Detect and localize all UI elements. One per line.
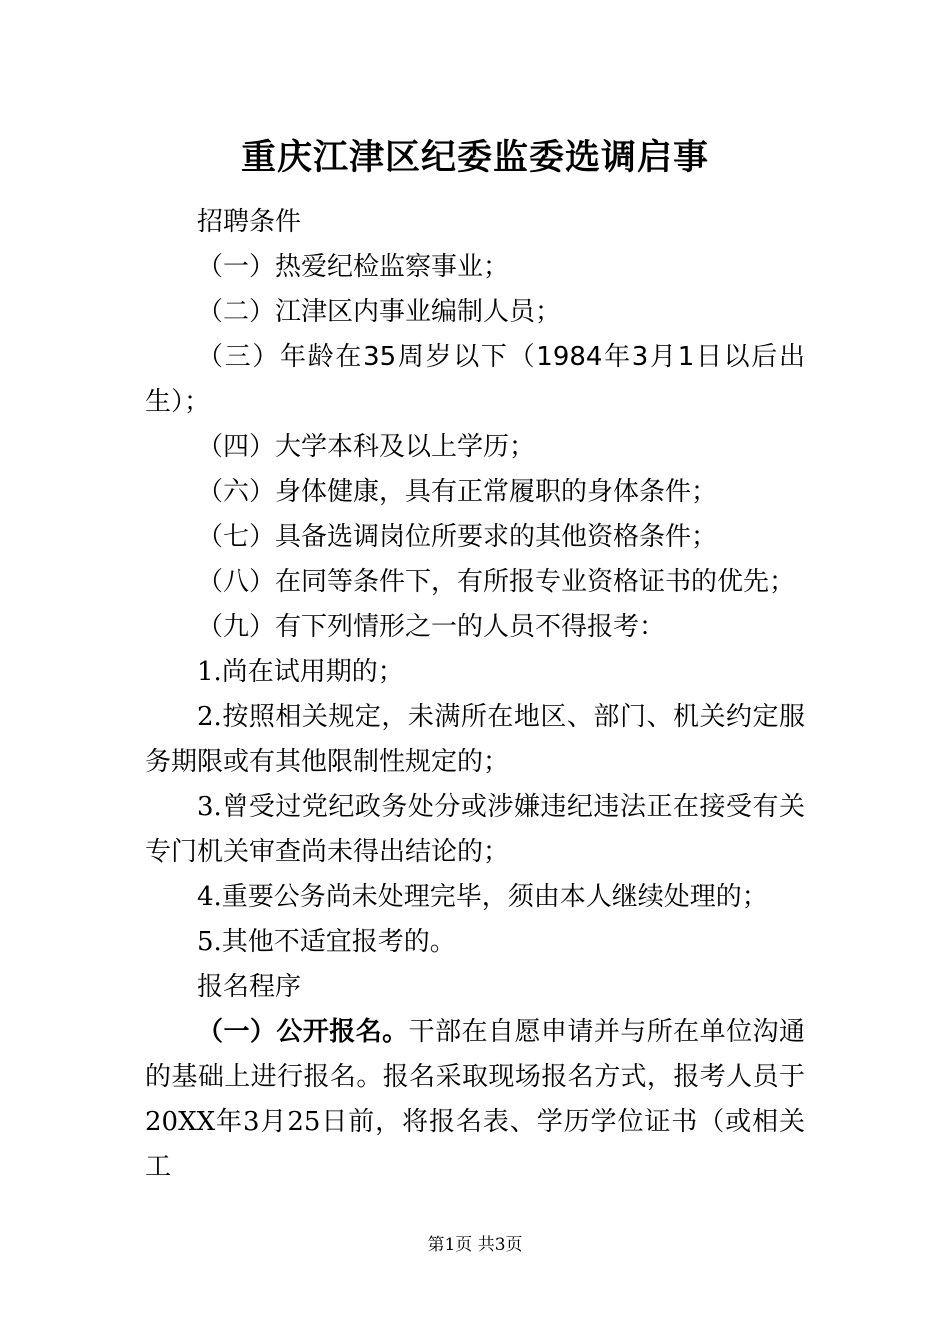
exclusion-item: 2.按照相关规定，未满所在地区、部门、机关约定服务期限或有其他限制性规定的；	[145, 702, 805, 777]
procedure-step-text: 干部在自愿申请并与所在单位沟通的基础上进行报名。报名采取现场报名方式，报考人员于20XX年3月25日前，将报名表、学历学位证书（或相关工	[145, 1017, 805, 1182]
procedure-step-label: （一）公开报名。	[197, 1017, 409, 1047]
exclusion-item: 1.尚在试用期的；	[197, 657, 404, 687]
condition-item: （八）在同等条件下，有所报专业资格证书的优先；	[197, 567, 796, 597]
exclusion-item: 4.重要公务尚未处理完毕，须由本人继续处理的；	[197, 882, 768, 912]
page-footer: 第1页 共3页	[427, 1235, 523, 1255]
document-body	[145, 200, 805, 1190]
exclusion-item: 5.其他不适宜报考的。	[197, 927, 456, 957]
condition-item: （四）大学本科及以上学历；	[197, 432, 536, 462]
section-heading-procedure: 报名程序	[197, 972, 302, 1002]
section-heading-conditions: 招聘条件	[197, 207, 302, 237]
condition-item: （九）有下列情形之一的人员不得报考：	[197, 612, 666, 642]
document-title: 重庆江津区纪委监委选调启事	[240, 137, 709, 178]
condition-item: （一）热爱纪检监察事业；	[197, 252, 510, 282]
condition-item: （二）江津区内事业编制人员；	[197, 297, 562, 327]
condition-item: （七）具备选调岗位所要求的其他资格条件；	[197, 522, 718, 552]
condition-item: （六）身体健康，具有正常履职的身体条件；	[197, 477, 718, 507]
procedure-step	[145, 1010, 805, 1190]
exclusion-item: 3.曾受过党纪政务处分或涉嫌违纪违法正在接受有关专门机关审查尚未得出结论的；	[145, 792, 805, 867]
condition-item: （三）年龄在35周岁以下（1984年3月1日以后出生）；	[145, 342, 805, 417]
